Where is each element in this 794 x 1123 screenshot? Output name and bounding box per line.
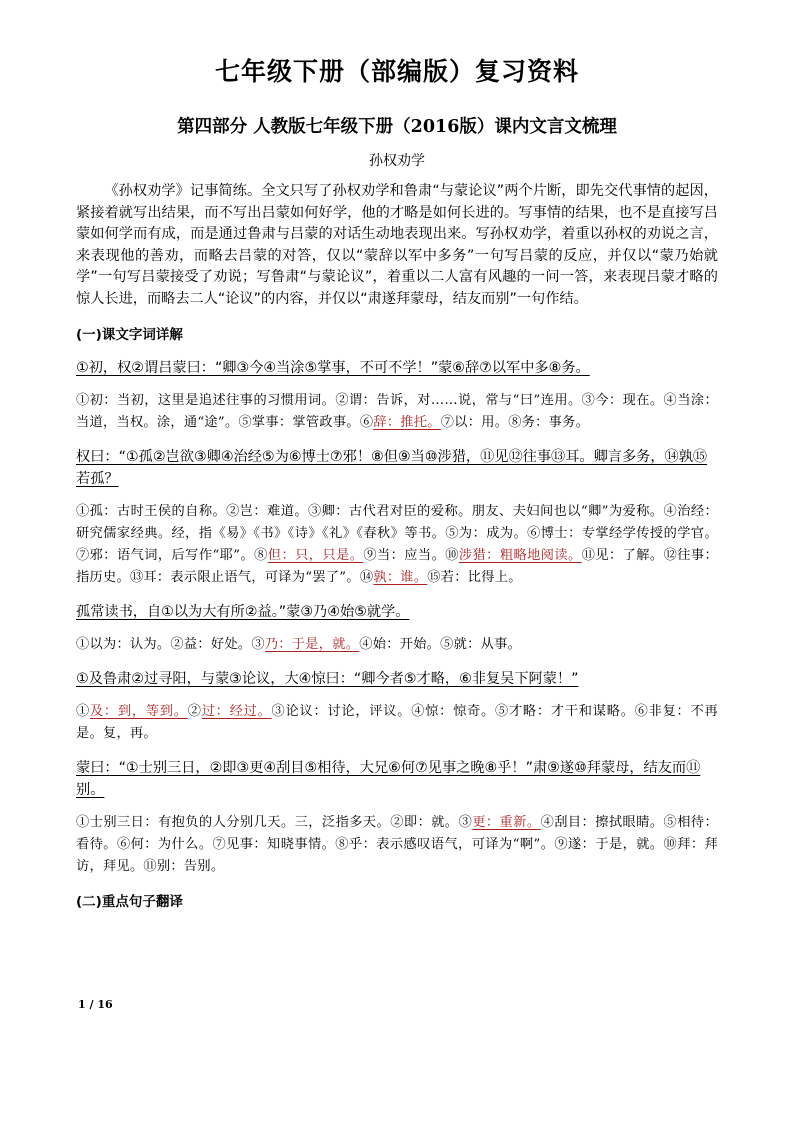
highlight-note: 及：到，等到。 [89, 703, 188, 719]
annotation [76, 634, 718, 656]
note-text: ⑮若：比得上。 [427, 569, 522, 585]
note-text: ⑨当：应当。⑩ [363, 547, 459, 563]
highlight-note: 乃：于是，就。 [264, 636, 360, 652]
original-text-line: ①初，权②谓吕蒙曰：“卿③今④当涂⑤掌事，不可不学！”蒙⑥辞⑦以军中多⑧务。 [76, 359, 590, 376]
note-text: ⑦以：用。⑧务：事务。 [440, 414, 590, 430]
highlight-note: 过：经过。 [201, 703, 272, 719]
annotation [76, 701, 718, 745]
section-heading-vocabulary: (一)课文字词详解 [76, 326, 183, 343]
annotation [76, 812, 718, 878]
note-text: ① [76, 703, 90, 719]
note-text: ⑪见：了解。⑫往事：指历史。⑬耳：表示限止语气，可译为“罢了”。⑭ [76, 547, 719, 585]
highlight-note: 辞：推托。 [373, 414, 441, 430]
original-text-line: ①及鲁肃②过寻阳，与蒙③论议，大④惊曰：“卿今者⑤才略，⑥非复吴下阿蒙！” [76, 670, 579, 687]
note-text: ④刮目：擦拭眼睛。⑤相待：看待。⑥何：为什么。⑦见事：知晓事情。⑧乎：表示感叹语气，可译为“啊”。⑨遂：于是，就。⑩拜：拜访，拜见。⑪别：告别。 [76, 814, 719, 874]
original-text-line: 蒙曰：“①士别三日，②即③更④刮目⑤相待，大兄⑥何⑦见事之晚⑧乎！”肃⑨遂⑩拜蒙母，结友而⑪别。 [76, 759, 701, 798]
highlight-note: 涉猎：粗略地阅读。 [458, 547, 582, 563]
part-subtitle: 第四部分 人教版七年级下册（2016版）课内文言文梳理 [177, 117, 617, 137]
intro-paragraph: 《孙权劝学》记事简练。全文只写了孙权劝学和鲁肃“与蒙论议”两个片断，即先交代事情的起因，紧接着就写出结果，而不写出吕蒙如何好学，他的才略是如何长进的。写事情的结果，也不是直接写吕蒙如何学而有成，而是通过鲁肃与吕蒙的对话生动地表现出来。写孙权劝学，着重以孙权的劝说之言，来表现他的善劝，而略去吕蒙的对答，仅以“蒙辞以军中多务”一句写吕蒙的反应，并仅以“蒙乃始就学”一句写吕蒙接受了劝说；写鲁肃“与蒙论议”，着重以二人富有风趣的一问一答，来表现吕蒙才略的惊人长进，而略去二人“论议”的内容，并仅以“肃遂拜蒙母，结友而别”一句作结。 [76, 183, 718, 307]
annotation [76, 390, 718, 434]
note-text: ①孤：古时王侯的自称。②岂：难道。③卿：古代君对臣的爱称。朋友、夫妇间也以“卿”为爱称。④治经：研究儒家经典。经，指《易》《书》《诗》《礼》《春秋》等书。⑤为：成为。⑥博士：专掌经学传授的学官。⑦邪：语气词，后写作“耶”。⑧ [76, 503, 718, 563]
highlight-note: 更：重新。 [472, 814, 541, 830]
highlight-note: 但：只，只是。 [267, 547, 364, 563]
note-text: ①初：当初，这里是追述往事的习惯用词。②谓：告诉，对……说，常与“曰”连用。③今：现在。④当涂：当道，当权。涂，通“途”。⑤掌事：掌管政事。⑥ [76, 392, 718, 430]
lesson-title: 孙权劝学 [369, 153, 425, 169]
note-text: ①以为：认为。②益：好处。③ [76, 636, 265, 652]
document-title: 七年级下册（部编版）复习资料 [214, 57, 579, 86]
note-text: ④始：开始。⑤就：从事。 [359, 636, 522, 652]
annotation [76, 501, 718, 589]
page-content [76, 54, 718, 912]
page-number: 1 / 16 [78, 998, 113, 1011]
original-text-line: 权曰：“①孤②岂欲③卿④治经⑤为⑥博士⑦邪！⑧但⑨当⑩涉猎，⑪见⑫往事⑬耳。卿言多务，⑭孰⑮若孤？ [76, 448, 708, 487]
note-text: ①士别三日：有抱负的人分别几天。三，泛指多天。②即：就。③ [76, 814, 473, 830]
section-heading-translation: (二)重点句子翻译 [76, 893, 183, 910]
highlight-note: 孰：谁。 [373, 569, 428, 585]
note-text: ③论议：讨论，评议。④惊：惊奇。⑤才略：才干和谋略。⑥非复：不再是。复，再。 [76, 703, 718, 741]
note-text: ② [187, 703, 202, 719]
original-text-line: 孤常读书，自①以为大有所②益。”蒙③乃④始⑤就学。 [76, 603, 410, 620]
